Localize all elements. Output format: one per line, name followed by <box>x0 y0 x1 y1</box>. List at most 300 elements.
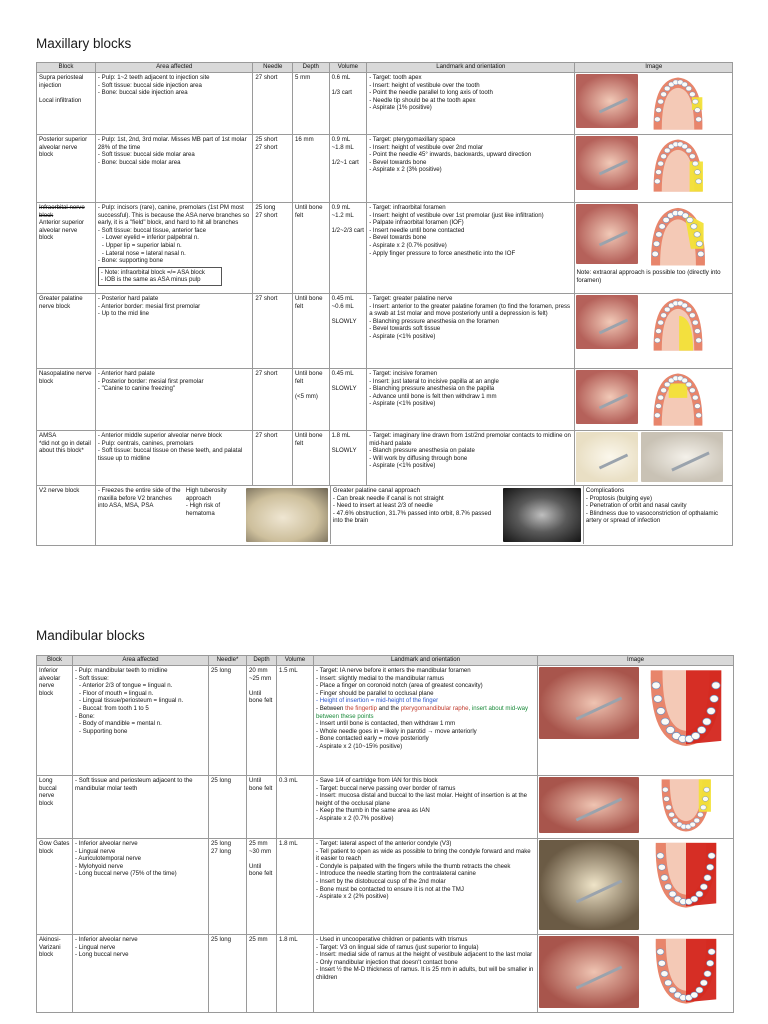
syringe-icon <box>576 965 623 989</box>
block-name-cell <box>37 431 96 486</box>
cell-line: - Palpate infraorbital foramen (IOF) <box>369 219 464 227</box>
cell-line: 0.9 mL <box>331 204 351 211</box>
cell-line: - Tell patient to open as wide as possible to bring the condyle forward and make it easier to reach <box>316 847 531 863</box>
cell-line: - Aspirate (<1% positive) <box>369 462 436 470</box>
cell-line: Long buccal nerve block <box>39 777 57 807</box>
cell-line: - Mylohyoid nerve <box>75 862 124 870</box>
cell-line: - Freezes the entire side of the maxilla before V2 branches into ASA, MSA, PSA <box>97 487 181 510</box>
image-cell <box>575 73 733 135</box>
image-note: Note: extraoral approach is possible too (directly into foramen) <box>576 269 721 284</box>
cell-line: 1.8 mL <box>279 840 298 847</box>
cell-line: 27 short <box>255 211 278 219</box>
photo-intraoral-injection <box>539 936 639 1008</box>
cell-line: - Finger should be parallel to occlusal plane <box>316 689 434 697</box>
syringe-icon <box>671 451 709 471</box>
area-affected-cell <box>73 935 209 1013</box>
cell-line: - Can break needle if canal is not straight <box>332 494 444 502</box>
cell-line: - Bone contacted early = move posteriorly <box>316 735 429 743</box>
col-header-needle: Needle <box>253 63 293 73</box>
cell-line: - Anterior border: mesial first premolar <box>97 302 201 310</box>
cell-line: - High risk of hematoma <box>185 502 221 517</box>
cell-line: 16 mm <box>295 136 314 143</box>
cell-line: ~1.2 mL <box>331 211 354 219</box>
cell-line: 25 mm <box>249 936 268 943</box>
volume-cell <box>329 203 367 294</box>
photo-intraoral-injection <box>576 136 638 190</box>
cell-line: Greater palatine canal approach <box>332 487 420 494</box>
cell-line <box>39 89 93 97</box>
cell-line: - Insert: mucosa distal and buccal to the last molar. Height of insertion is at the height of the occlusal plane <box>316 792 528 807</box>
cell-line: 25 long <box>211 840 231 847</box>
cell-line: - Keep the thumb in the same area as IAN <box>316 807 430 815</box>
image-cell <box>575 135 733 203</box>
table-row-v2 <box>37 486 733 546</box>
image-cell <box>575 369 733 431</box>
depth-cell <box>247 666 277 776</box>
depth-cell <box>293 135 330 203</box>
cell-line: ~30 mm <box>249 847 272 855</box>
cell-line <box>332 440 365 448</box>
cell-line: 0.9 mL <box>331 136 351 143</box>
cell-line: - Introduce the needle starting from the contralateral canine <box>316 870 476 878</box>
skull-photo <box>246 488 328 542</box>
col-header-needle: Needle* <box>209 656 247 666</box>
col-header-volume: Volume <box>329 63 367 73</box>
block-name-cell <box>37 839 73 935</box>
cell-line: - Target: imaginary line drawn from 1st/2nd premolar contacts to midline on mid-hard palate <box>369 432 571 447</box>
maxillary-table <box>36 62 733 546</box>
table-row <box>37 776 734 839</box>
image-cell <box>575 203 733 294</box>
cell-line: - Insert: anterior to the greater palatine foramen (to find the foramen, press a swab at 1st molar and move posteriorly until a depression is felt) <box>369 302 571 318</box>
photo-intraoral-injection <box>539 667 639 739</box>
volume-cell <box>329 135 367 203</box>
image-group <box>539 840 732 930</box>
image-group <box>539 936 732 1008</box>
cell-line: - Aspirate x 2 (0.7% positive) <box>316 814 394 822</box>
syringe-icon <box>599 318 628 334</box>
image-group <box>576 136 731 194</box>
block-name-cell <box>37 776 73 839</box>
cell-line: Complications <box>585 487 625 494</box>
table-row <box>37 203 733 294</box>
cell-line: - Aspirate (1% positive) <box>369 104 432 112</box>
depth-cell <box>247 839 277 935</box>
table-row <box>37 294 733 369</box>
cell-line: ~25 mm <box>249 674 272 682</box>
cell-line: - Insert needle until bone contacted <box>369 226 465 234</box>
v2-complications <box>583 486 732 544</box>
cell-line <box>295 385 327 393</box>
needle-cell <box>209 839 247 935</box>
landmark-cell <box>367 369 575 431</box>
skull-photo <box>539 840 639 930</box>
cell-line: - Blanch pressure anesthesia on palate <box>369 447 475 455</box>
landmark-cell <box>367 203 575 294</box>
cell-line: - Penetration of orbit and nasal cavity <box>585 502 687 510</box>
cell-line: - Blindness due to vasoconstriction of opthalamic artery or spread of infection <box>585 509 719 525</box>
cell-line: Infraorbital nerve block <box>39 204 85 219</box>
dental-arch-diagram <box>642 777 730 835</box>
cell-line: - Target: incisive foramen <box>369 370 438 377</box>
syringe-icon <box>599 231 628 247</box>
syringe-icon <box>599 97 628 113</box>
cell-line: - Insert ½ the M-D thickness of ramus. It is 25 mm in adults, but will be smaller in children <box>316 966 534 981</box>
cell-line: 27 short <box>255 74 278 81</box>
cell-line: - 47.6% obstruction, 31.7% passed into orbit, 8.7% passed into the brain <box>332 509 492 525</box>
col-header-depth: Depth <box>293 63 330 73</box>
col-header-block: Block <box>37 63 96 73</box>
cell-line: 20 mm <box>249 667 268 674</box>
cell-line: - Anterior 2/3 of tongue = lingual n. <box>79 682 173 690</box>
area-affected-cell <box>73 839 209 935</box>
cell-line: - Long buccal nerve (75% of the time) <box>75 870 177 878</box>
dental-arch-diagram <box>641 370 715 428</box>
volume-cell <box>277 839 314 935</box>
table-row <box>37 369 733 431</box>
cell-line: Supra periosteal injection <box>39 74 84 89</box>
block-name-cell <box>37 135 96 203</box>
col-header-block: Block <box>37 656 73 666</box>
cell-line: - Soft tissue: buccal side injection area <box>97 81 202 89</box>
area-affected-cell <box>95 203 252 294</box>
text-span: , insert about mid-way between these points <box>316 704 529 720</box>
image-group <box>576 370 731 428</box>
cell-line: - Soft tissue: buccal side molar area <box>97 151 195 159</box>
cell-line: 27 short <box>255 295 278 302</box>
block-name-cell <box>37 203 96 294</box>
cell-line: 1/3 cart <box>331 89 352 97</box>
v2-greater-palatine <box>330 486 501 544</box>
cell-line: - Insert: height of vestibule over 2nd molar <box>369 143 483 151</box>
cell-line <box>332 378 365 386</box>
dental-arch-diagram <box>641 204 715 268</box>
cell-line: 1.8 mL <box>279 936 298 943</box>
image-cell <box>538 776 734 839</box>
cell-line: Until bone felt <box>295 432 323 447</box>
text-span: pterygomandibular raphe <box>400 704 469 712</box>
cell-line: - Lower eyelid = inferior palpebral n. <box>101 234 199 242</box>
syringe-icon <box>599 159 628 175</box>
dental-arch-diagram <box>641 136 715 194</box>
cell-line: - Lateral nose = lateral nasal n. <box>101 249 186 257</box>
volume-cell <box>277 776 314 839</box>
landmark-cell <box>367 73 575 135</box>
image-cell <box>538 935 734 1013</box>
v2-area <box>96 486 184 544</box>
cell-line: - Target: lateral aspect of the anterior condyle (V3) <box>316 840 452 847</box>
area-affected-cell <box>95 294 252 369</box>
cell-line: - "Canine to canine freezing" <box>97 385 176 393</box>
landmark-cell <box>367 294 575 369</box>
cell-line: - Proptosis (bulging eye) <box>585 494 652 502</box>
cell-line: 27 short <box>255 143 278 151</box>
landmark-cell <box>314 839 538 935</box>
cell-line: - Only mandibular injection that doesn't contact bone <box>316 958 458 966</box>
col-header-landmark: Landmark and orientation <box>367 63 575 73</box>
cell-line: - Posterior border: mesial first premolar <box>97 377 204 385</box>
cell-line: - Bevel towards soft tissue <box>369 325 441 333</box>
cell-line: - Aspirate x 2 (3% positive) <box>369 166 442 174</box>
mandibular-header-row <box>37 656 734 666</box>
cell-line: - Target: V3 on lingual side of ramus (just superior to lingula) <box>316 943 479 951</box>
image-group <box>576 204 731 268</box>
cell-line: - Lingual nerve <box>75 943 116 951</box>
volume-cell <box>277 666 314 776</box>
cell-line: - Pulp: mandibular teeth to midline <box>75 667 168 674</box>
cell-line: 1.8 mL <box>331 432 351 439</box>
cell-line: 27 long <box>211 847 231 855</box>
v2-layout <box>96 486 732 544</box>
dental-arch-diagram <box>641 74 715 132</box>
col-header-image: Image <box>575 63 733 73</box>
area-affected-cell <box>95 369 252 431</box>
cell-line: - Upper lip = superior labial n. <box>101 241 182 249</box>
cell-line: - Posterior hard palate <box>97 295 159 302</box>
area-affected-cell <box>73 666 209 776</box>
cell-line: Gow Gates block <box>39 840 70 855</box>
cell-line: - Insert: just lateral to incisive papilla at an angle <box>369 377 499 385</box>
cell-line: - Aspirate x 2 (2% positive) <box>316 893 389 901</box>
syringe-icon <box>576 696 623 720</box>
mandibular-title: Mandibular blocks <box>36 628 145 643</box>
cell-line: 1/2~2/3 cart <box>331 226 364 234</box>
image-group <box>576 74 731 132</box>
cell-line: - IOB is the same as ASA minus pulp <box>100 276 201 284</box>
col-header-depth: Depth <box>247 656 277 666</box>
photo-intraoral-injection <box>576 370 638 424</box>
cell-line: - Soft tissue: <box>75 674 109 682</box>
area-affected-cell <box>73 776 209 839</box>
block-name-cell <box>37 666 73 776</box>
depth-cell <box>293 203 330 294</box>
cell-line <box>332 219 365 227</box>
syringe-icon <box>576 797 623 821</box>
cell-line: ~0.6 mL <box>331 302 354 310</box>
cell-line: 25 short <box>255 136 278 143</box>
cell-line: - Save 1/4 of cartridge from IAN for this block <box>316 777 438 784</box>
cell-line: - Pulp: centrals, canines, premolars <box>97 439 194 447</box>
landmark-cell <box>367 135 575 203</box>
cell-line: - Target: pterygomaxillary space <box>369 136 456 143</box>
image-group <box>576 295 731 353</box>
cell-line: - Blanching pressure anesthesia on the foramen <box>369 317 499 325</box>
cell-line: - Insert by the distobuccal cusp of the 2nd molar <box>316 877 446 885</box>
cell-line: - Anterior middle superior alveolar nerve block <box>97 432 222 439</box>
cell-line: 0.3 mL <box>279 777 298 784</box>
photo-intraoral-injection <box>576 204 638 264</box>
cell-line: - Supporting bone <box>79 727 128 735</box>
cell-line: Until bone felt <box>295 295 323 310</box>
cell-line: Until bone felt <box>295 204 323 219</box>
photo-intraoral-injection <box>576 74 638 128</box>
block-name-cell <box>37 73 96 135</box>
cell-line: - Bone: supporting bone <box>97 257 163 265</box>
table-row <box>37 135 733 203</box>
cell-line: *did not go in detail about this block* <box>39 439 91 455</box>
landmark-cell <box>314 666 538 776</box>
needle-cell <box>253 203 293 294</box>
volume-cell <box>329 73 367 135</box>
cell-line: Nasopalatine nerve block <box>39 370 92 385</box>
col-header-area: Area affected <box>95 63 252 73</box>
col-header-image: Image <box>538 656 734 666</box>
volume-cell <box>277 935 314 1013</box>
needle-cell <box>253 431 293 486</box>
cell-line: - Bevel towards bone <box>369 158 427 166</box>
cell-line: Until bone felt <box>249 777 273 792</box>
cell-line: Inferior alveolar nerve block <box>39 667 61 697</box>
cell-line: - Pulp: 1st, 2nd, 3rd molar. Misses MB part of 1st molar 28% of the time <box>97 136 247 151</box>
image-group <box>539 777 732 835</box>
area-affected-cell <box>95 431 252 486</box>
table-row <box>37 666 734 776</box>
cell-line <box>332 82 365 90</box>
cell-line: - Whole needle goes in = likely in parotid → move anteriorly <box>316 727 477 735</box>
cell-line: - Will work by diffusing through bone <box>369 454 468 462</box>
mandibular-table <box>36 655 734 1013</box>
cell-line: SLOWLY <box>331 317 357 325</box>
cell-line: 25 long <box>211 667 231 674</box>
cell-line: - Aspirate x 2 (10~15% positive) <box>316 742 403 750</box>
needle-cell <box>253 294 293 369</box>
cell-line: - Target: IA nerve before it enters the mandibular foramen <box>316 667 471 674</box>
image-cell <box>575 431 733 486</box>
photo-palate-model <box>641 432 723 482</box>
maxillary-title: Maxillary blocks <box>36 36 132 51</box>
cell-line: 1.5 mL <box>279 667 298 674</box>
cell-line: V2 nerve block <box>39 487 80 494</box>
cell-line: - Soft tissue and periosteum adjacent to the mandibular molar teeth <box>75 777 193 792</box>
cell-line: - Inferior alveolar nerve <box>75 840 138 847</box>
cell-line: - Inferior alveolar nerve <box>75 936 138 943</box>
cell-line: 5 mm <box>295 74 311 81</box>
cell-line: - Need to insert at least 2/3 of needle <box>332 502 433 510</box>
depth-cell <box>293 431 330 486</box>
area-affected-cell <box>95 73 252 135</box>
photo-model-injection <box>576 432 638 482</box>
note-box <box>98 267 222 286</box>
cell-line: Posterior superior alveolar nerve block <box>39 136 88 159</box>
syringe-icon <box>576 879 623 903</box>
cell-line: - Insert: slightly medial to the mandibular ramus <box>316 674 445 682</box>
needle-cell <box>253 73 293 135</box>
text-span: - Between <box>316 704 346 712</box>
cell-line: Greater palatine nerve block <box>39 295 83 310</box>
cell-line: - Insert: height of vestibule over 1st premolar (just like infiltration) <box>369 211 544 219</box>
syringe-icon <box>599 393 628 409</box>
block-name-cell <box>37 935 73 1013</box>
cell-line <box>332 310 365 318</box>
volume-cell <box>329 369 367 431</box>
cell-line: - Target: tooth apex <box>369 74 422 81</box>
cell-line: Until bone felt <box>249 689 273 705</box>
photo-intraoral-injection <box>539 777 639 833</box>
table-row <box>37 839 734 935</box>
area-affected-cell <box>95 135 252 203</box>
cell-line: - Note: infraorbital block =/= ASA block <box>100 268 205 276</box>
cell-line: - Auriculotemporal nerve <box>75 855 142 863</box>
block-name-cell <box>37 486 96 546</box>
cell-line: - Aspirate x 2 (0.7% positive) <box>369 241 447 249</box>
image-cell <box>538 666 734 776</box>
col-header-volume: Volume <box>277 656 314 666</box>
image-cell <box>575 294 733 369</box>
text-span: the fingertip <box>345 704 377 712</box>
needle-cell <box>209 666 247 776</box>
depth-cell <box>293 294 330 369</box>
landmark-cell <box>367 431 575 486</box>
cell-line: 0.45 mL <box>331 370 354 377</box>
depth-cell <box>293 369 330 431</box>
photo-intraoral-injection <box>576 295 638 349</box>
needle-cell <box>253 369 293 431</box>
table-row <box>37 935 734 1013</box>
cell-line: Akinosi-Varizani block <box>39 936 61 959</box>
maxillary-header-row <box>37 63 733 73</box>
needle-cell <box>209 935 247 1013</box>
cell-line: - Lingual tissue/periosteum = lingual n. <box>79 697 184 705</box>
cell-line: - Bone must be contacted to ensure it is not at the TMJ <box>316 885 464 893</box>
dental-arch-diagram <box>641 295 715 353</box>
cell-line: 25 long <box>211 936 231 943</box>
cell-line: - Long buccal nerve <box>75 951 129 959</box>
ct-scan-image <box>503 488 581 542</box>
table-row <box>37 73 733 135</box>
cell-line: - Soft tissue: buccal tissue on these teeth, and palatal tissue up to midline <box>97 447 243 462</box>
cell-line: - Floor of mouth = lingual n. <box>79 689 154 697</box>
cell-line: 0.6 mL <box>331 74 351 81</box>
dental-arch-diagram <box>642 936 730 1008</box>
cell-line <box>249 682 274 690</box>
cell-line: 27 short <box>255 432 278 439</box>
cell-line: - Height of insertion = mid-height of the finger <box>316 697 439 705</box>
cell-line: - Target: greater palatine nerve <box>369 295 453 302</box>
cell-line: AMSA <box>39 432 57 439</box>
cell-line: - Pulp: 1~2 teeth adjacent to injection site <box>97 74 210 81</box>
cell-line: - Up to the mid line <box>97 310 150 318</box>
cell-line: - Aspirate (<1% positive) <box>369 400 436 408</box>
cell-line: - Blanching pressure anesthesia on the papilla <box>369 385 495 393</box>
image-group <box>539 667 732 751</box>
cell-line: - Bone: buccal side molar area <box>97 158 181 166</box>
v2-tuberosity <box>184 486 244 544</box>
cell-line <box>332 151 365 159</box>
image-group <box>576 432 731 482</box>
cell-line: - Point the needle 45° inwards, backwards, upward direction <box>369 151 532 159</box>
cell-line: - Point the needle parallel to long axis of tooth <box>369 89 493 97</box>
v2-detail-cell <box>95 486 732 546</box>
cell-line: Until bone felt <box>295 370 323 385</box>
cell-line <box>249 855 274 863</box>
cell-line: ~1.8 mL <box>331 143 354 151</box>
cell-line: - Soft tissue: buccal tissue, anterior face <box>97 226 206 234</box>
cell-line: - Condyle is palpated with the fingers while the thumb retracts the cheek <box>316 862 511 870</box>
block-name-cell <box>37 369 96 431</box>
cell-line: Anterior superior alveolar nerve block <box>39 219 85 242</box>
landmark-cell <box>314 935 538 1013</box>
cell-line: - Body of mandible = mental n. <box>79 720 162 728</box>
dental-arch-diagram <box>642 840 730 912</box>
cell-line: - Bevel towards bone <box>369 234 427 242</box>
cell-line: - Used in uncooperative children or patients with trismus <box>316 936 468 943</box>
cell-line: 27 short <box>255 370 278 377</box>
cell-line: - Apply finger pressure to force anesthetic into the IOF <box>369 249 516 257</box>
syringe-icon <box>599 453 628 469</box>
cell-line: - Insert: height of vestibule over the tooth <box>369 81 480 89</box>
cell-line <box>316 705 535 720</box>
cell-line: - Advance until bone is felt then withdraw 1 mm <box>369 392 497 400</box>
